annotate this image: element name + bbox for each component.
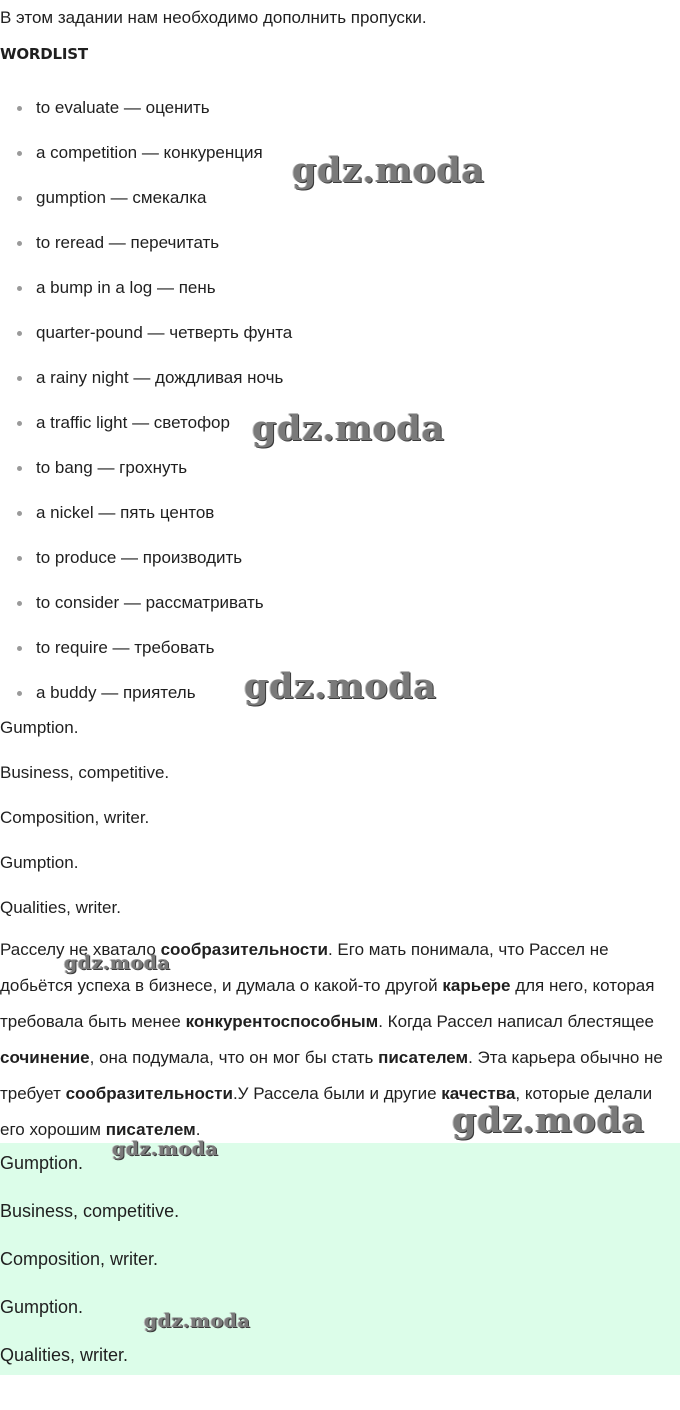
summary-bold: писателем	[105, 1120, 196, 1139]
bullet-icon	[17, 106, 22, 111]
highlighted-answers-box	[0, 1143, 680, 1375]
bullet-icon	[17, 241, 22, 246]
answers-list	[0, 716, 169, 941]
highlighted-answer-line: Composition, writer.	[0, 1249, 159, 1269]
watermark-logo: gdz.moda	[452, 1100, 645, 1141]
list-item-text: to consider — рассматривать	[36, 593, 264, 612]
watermark-logo: gdz.moda	[252, 408, 445, 449]
list-item	[0, 96, 292, 141]
bullet-icon	[17, 601, 22, 606]
wordlist	[0, 96, 292, 726]
list-item-text: to evaluate — оценить	[36, 98, 210, 117]
summary-bold: писателем	[378, 1048, 469, 1067]
watermark-logo: gdz.moda	[244, 666, 437, 707]
summary-text: . Эта карьера обычно не требует	[0, 1048, 663, 1103]
summary-bold: карьере	[442, 976, 511, 995]
summary-bold: сообразительности	[65, 1084, 233, 1103]
bullet-icon	[17, 331, 22, 336]
watermark-logo: gdz.moda	[292, 150, 485, 191]
summary-text: . Когда Рассел написал блестящее	[378, 1012, 655, 1031]
highlighted-answer-line: Business, competitive.	[0, 1201, 180, 1221]
summary-bold: качества	[441, 1084, 516, 1103]
summary-text: .У Рассела были и другие	[232, 1084, 442, 1103]
list-item-text: a nickel — пять центов	[36, 503, 215, 522]
answer-line: Gumption.	[0, 718, 79, 737]
list-item-text: to bang — грохнуть	[36, 458, 188, 477]
bullet-icon	[17, 151, 22, 156]
bullet-icon	[17, 421, 22, 426]
bullet-icon	[17, 646, 22, 651]
bullet-icon	[17, 556, 22, 561]
list-item	[0, 141, 292, 186]
list-item	[0, 231, 292, 276]
bullet-icon	[17, 196, 22, 201]
answer-line: Gumption.	[0, 853, 79, 872]
list-item-text: a traffic light — светофор	[36, 413, 230, 432]
highlighted-answer-line: Qualities, writer.	[0, 1345, 129, 1365]
list-item-text: a bump in a log — пень	[36, 278, 216, 297]
bullet-icon	[17, 691, 22, 696]
list-item-text: to require — требовать	[36, 638, 215, 657]
list-item	[0, 276, 292, 321]
list-item-text: gumption — смекалка	[36, 188, 207, 207]
list-item	[0, 366, 292, 411]
bullet-icon	[17, 286, 22, 291]
bullet-icon	[17, 511, 22, 516]
bullet-icon	[17, 376, 22, 381]
list-item	[0, 456, 292, 501]
highlighted-answer-line: Gumption.	[0, 1153, 84, 1173]
summary-bold: сообразительности	[160, 940, 328, 959]
summary-text: . Его мать понимала, что Рассел не добьётся успеха в бизнесе, и думала о какой-то другой	[0, 940, 609, 995]
list-item-text: to produce — производить	[36, 548, 243, 567]
summary-paragraph	[0, 932, 676, 1148]
list-item	[0, 501, 292, 546]
list-item	[0, 321, 292, 366]
list-item-text: quarter-pound — четверть фунта	[36, 323, 293, 342]
answer-line: Qualities, writer.	[0, 898, 121, 917]
answer-line: Business, competitive.	[0, 763, 170, 782]
highlighted-answer-line: Gumption.	[0, 1297, 84, 1317]
intro-text: В этом задании нам необходимо дополнить пропуски.	[0, 8, 427, 27]
list-item-text: a buddy — приятель	[36, 683, 196, 702]
summary-text: .	[195, 1120, 201, 1139]
answer-line: Composition, writer.	[0, 808, 150, 827]
list-item-text: to reread — перечитать	[36, 233, 220, 252]
list-item-text: a competition — конкуренция	[36, 143, 263, 162]
summary-text: Расселу не хватало	[0, 940, 161, 959]
summary-text: для него, которая требовала быть менее	[0, 976, 655, 1031]
watermark-logo: gdz.moda	[64, 952, 171, 974]
summary-bold: сочинение	[0, 1048, 90, 1067]
list-item	[0, 591, 292, 636]
wordlist-heading: WORDLIST	[0, 45, 88, 63]
list-item	[0, 546, 292, 591]
list-item	[0, 186, 292, 231]
list-item	[0, 411, 292, 456]
bullet-icon	[17, 466, 22, 471]
watermark-logo: gdz.moda	[112, 1138, 219, 1160]
watermark-logo: gdz.moda	[144, 1310, 251, 1332]
list-item-text: a rainy night — дождливая ночь	[36, 368, 284, 387]
summary-text: , которые делали его хорошим	[0, 1084, 653, 1139]
list-item	[0, 636, 292, 681]
summary-bold: конкурентоспособным	[185, 1012, 379, 1031]
summary-text: , она подумала, что он мог бы стать	[89, 1048, 379, 1067]
